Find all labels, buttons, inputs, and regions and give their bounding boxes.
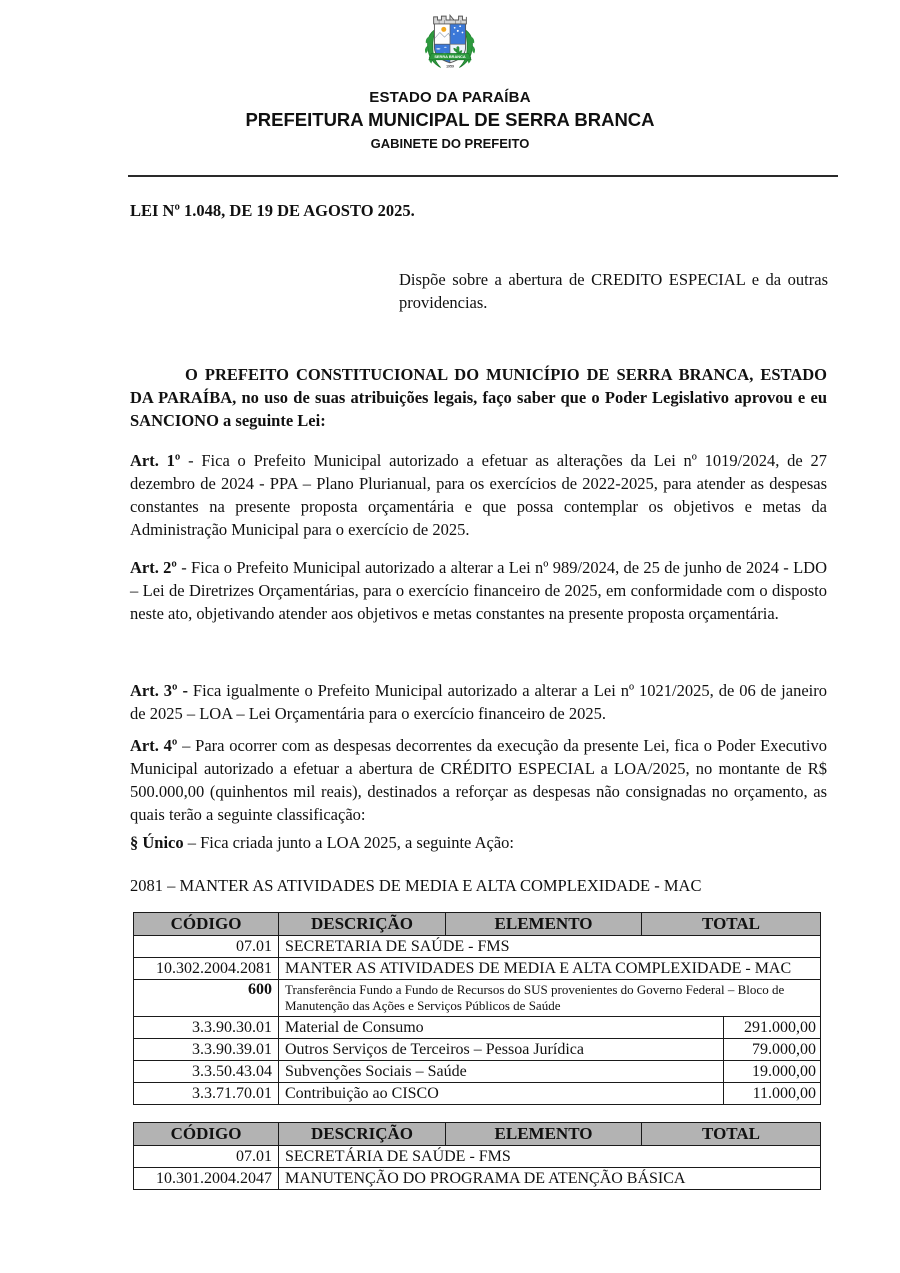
cell-description: Contribuição ao CISCO xyxy=(279,1083,724,1105)
cell-description: MANUTENÇÃO DO PROGRAMA DE ATENÇÃO BÁSICA xyxy=(279,1168,821,1190)
budget-table-atencao-basica xyxy=(133,1122,821,1190)
state-name: ESTADO DA PARAÍBA xyxy=(369,89,531,106)
column-header-2: DESCRIÇÃO xyxy=(279,1123,446,1146)
budget-table-mac xyxy=(133,912,821,1105)
column-header-1: CÓDIGO xyxy=(134,1123,279,1146)
column-header-4: TOTAL xyxy=(642,1123,821,1146)
article-3 xyxy=(130,679,827,725)
article-2 xyxy=(130,556,827,625)
cell-code: 3.3.90.39.01 xyxy=(134,1039,279,1061)
cell-code: 07.01 xyxy=(134,936,279,958)
cell-total: 11.000,00 xyxy=(724,1083,821,1105)
law-title: LEI Nº 1.048, DE 19 DE AGOSTO 2025. xyxy=(130,201,415,220)
sole-paragraph-text: – Fica criada junto a LOA 2025, a seguinte Ação: xyxy=(187,833,514,852)
cell-code: 3.3.90.30.01 xyxy=(134,1017,279,1039)
banner-text: SERRA BRANCA xyxy=(434,54,466,60)
municipality-name: PREFEITURA MUNICIPAL DE SERRA BRANCA xyxy=(245,109,655,130)
cell-code: 3.3.71.70.01 xyxy=(134,1083,279,1105)
article-4 xyxy=(130,734,827,826)
cell-description: Outros Serviços de Terceiros – Pessoa Jurídica xyxy=(279,1039,724,1061)
cell-code: 10.302.2004.2081 xyxy=(134,958,279,980)
cell-code: 600 xyxy=(134,980,279,1017)
header-divider xyxy=(128,175,838,177)
table-row xyxy=(134,980,821,1017)
table-row xyxy=(134,1061,821,1083)
article-3-label: Art. 3º - xyxy=(130,681,188,700)
table-header-row xyxy=(134,1123,821,1146)
sole-paragraph-label: § Único xyxy=(130,833,184,852)
table-row xyxy=(134,936,821,958)
table-row xyxy=(134,1017,821,1039)
column-header-3: ELEMENTO xyxy=(446,1123,642,1146)
table-header-row xyxy=(134,913,821,936)
coat-of-arms-icon xyxy=(411,13,489,87)
cell-description: Material de Consumo xyxy=(279,1017,724,1039)
founding-year: 1959 xyxy=(446,64,454,69)
article-4-text: – Para ocorrer com as despesas decorrentes da execução da presente Lei, fica o Poder Executivo Municipal autorizado a efetuar a abertura de CRÉDITO ESPECIAL a LOA/2025, no montante de R$ 500.000,00 (quinhentos mil reais), destinados a reforçar as despesas não consignadas no orçamento, as quais terão a seguinte classificação: xyxy=(130,736,827,824)
column-header-3: ELEMENTO xyxy=(446,913,642,936)
column-header-4: TOTAL xyxy=(642,913,821,936)
table-row xyxy=(134,1039,821,1061)
article-4-label: Art. 4º xyxy=(130,736,178,755)
table-row xyxy=(134,1083,821,1105)
sun xyxy=(441,27,446,32)
ribbon-banner xyxy=(429,54,471,60)
cell-code: 3.3.50.43.04 xyxy=(134,1061,279,1083)
office-name: GABINETE DO PREFEITO xyxy=(370,136,530,151)
article-1 xyxy=(130,449,827,541)
cell-description: Transferência Fundo a Fundo de Recursos do SUS provenientes do Governo Federal – Bloco de Manutenção das Ações e Serviços Públicos de Saúde xyxy=(279,980,821,1017)
cell-description: MANTER AS ATIVIDADES DE MEDIA E ALTA COMPLEXIDADE - MAC xyxy=(279,958,821,980)
article-1-label: Art. 1º xyxy=(130,451,181,470)
action-heading: 2081 – MANTER AS ATIVIDADES DE MEDIA E ALTA COMPLEXIDADE - MAC xyxy=(130,876,702,895)
table-row xyxy=(134,958,821,980)
sole-paragraph xyxy=(130,831,827,854)
column-header-2: DESCRIÇÃO xyxy=(279,913,446,936)
article-1-text: - Fica o Prefeito Municipal autorizado a efetuar as alterações da Lei nº 1019/2024, de 27 dezembro de 2024 - PPA – Plano Plurianual, para os exercícios de 2022-2025, para atender as despesas constantes na presente proposta orçamentária e que possa contemplar os objetivos e metas da Administração Municipal para o exercício de 2025. xyxy=(130,451,827,539)
cell-description: SECRETÁRIA DE SAÚDE - FMS xyxy=(279,1146,821,1168)
article-2-text: - Fica o Prefeito Municipal autorizado a alterar a Lei nº 989/2024, de 25 de junho de 2024 - LDO – Lei de Diretrizes Orçamentárias, para o exercício financeiro de 2025, em conformidade com o disposto neste ato, objetivando atender aos objetivos e metas constantes na presente proposta orçamentária. xyxy=(130,558,828,623)
article-2-label: Art. 2º xyxy=(130,558,177,577)
law-epigraph: Dispõe sobre a abertura de CREDITO ESPECIAL e da outras providencias. xyxy=(399,270,828,312)
cell-total: 291.000,00 xyxy=(724,1017,821,1039)
cell-total: 19.000,00 xyxy=(724,1061,821,1083)
table-row xyxy=(134,1146,821,1168)
law-preamble: O PREFEITO CONSTITUCIONAL DO MUNICÍPIO DE SERRA BRANCA, ESTADO DA PARAÍBA, no uso de suas atribuições legais, faço saber que o Poder Legislativo aprovou e eu SANCIONO a seguinte Lei: xyxy=(130,365,827,430)
cell-code: 10.301.2004.2047 xyxy=(134,1168,279,1190)
article-3-text: Fica igualmente o Prefeito Municipal autorizado a alterar a Lei nº 1021/2025, de 06 de janeiro de 2025 – LOA – Lei Orçamentária para o exercício financeiro de 2025. xyxy=(130,681,827,723)
table-row xyxy=(134,1168,821,1190)
cell-total: 79.000,00 xyxy=(724,1039,821,1061)
cell-code: 07.01 xyxy=(134,1146,279,1168)
cell-description: Subvenções Sociais – Saúde xyxy=(279,1061,724,1083)
column-header-1: CÓDIGO xyxy=(134,913,279,936)
mural-crown xyxy=(434,15,467,24)
cell-description: SECRETARIA DE SAÚDE - FMS xyxy=(279,936,821,958)
